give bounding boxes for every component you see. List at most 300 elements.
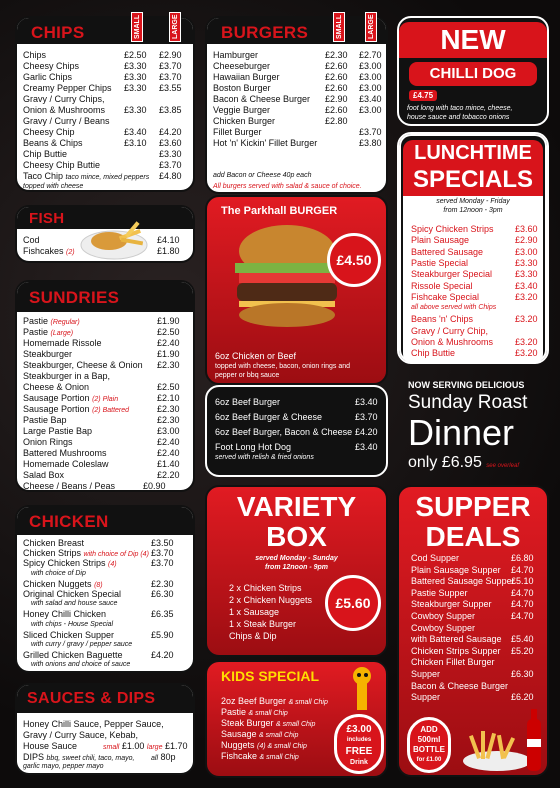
text: Steakburger Special	[411, 269, 493, 280]
text: £3.40	[515, 280, 538, 291]
dips-line: DIPS bbq, sweet chili, taco, mayo, all 80p	[23, 752, 176, 762]
text: Cheesy Chip	[23, 127, 75, 137]
chicken-row	[31, 640, 187, 650]
text: Veggie Burger	[213, 105, 271, 115]
text: & small Chip	[288, 699, 328, 706]
text: Cheeseburger	[213, 61, 271, 71]
chips-row	[23, 72, 187, 82]
text: Battered Sausage Supper	[411, 576, 515, 587]
chicken-row	[31, 660, 187, 670]
sundries-row	[23, 448, 187, 458]
burger-row	[213, 94, 380, 104]
text: Cowboy Supper	[411, 611, 476, 621]
text: £3.60	[159, 138, 182, 148]
text: £3.00	[515, 246, 538, 257]
text: £2.60	[325, 83, 348, 93]
text: £3.30	[515, 269, 538, 280]
text: £6.35	[151, 609, 174, 620]
text: Chicken Strips	[23, 548, 82, 559]
sunday-price: only £6.95 see overleaf	[408, 454, 519, 471]
parkhall-desc: 6oz Chicken or Beef	[215, 351, 297, 361]
burger-image	[227, 223, 347, 333]
text: £2.50	[157, 327, 180, 337]
text: Steakburger	[23, 349, 73, 359]
sundries-row	[23, 393, 187, 403]
text: £3.30	[159, 149, 182, 159]
text: £2.30	[157, 404, 180, 414]
lunchtime-panel	[397, 132, 549, 364]
kids-free: FREE	[345, 746, 373, 757]
text: £5.40	[511, 634, 534, 645]
supper-row	[411, 634, 539, 644]
text: £2.40	[157, 338, 180, 348]
drink-bottle: BOTTLE	[413, 745, 445, 754]
chicken-row	[31, 599, 187, 609]
text: 1 x Sausage	[229, 607, 280, 617]
text: with Battered Sausage	[411, 634, 502, 645]
burger-row	[213, 50, 380, 60]
sauces-title: SAUCES & DIPS	[27, 690, 156, 707]
drink-add: ADD	[420, 725, 438, 734]
burgers-small-tag: SMALL	[333, 12, 345, 42]
sundries-row	[23, 316, 187, 326]
text: & small Chip	[259, 732, 299, 739]
text: £3.70	[359, 127, 382, 137]
new-desc2: house sauce and tobacco onions	[407, 114, 510, 121]
text: Nuggets	[221, 740, 255, 750]
text: £6.80	[511, 553, 534, 563]
text: Sausage	[221, 729, 257, 739]
text: Onion Rings	[23, 437, 73, 447]
text: £4.70	[511, 611, 534, 621]
text: Spicy Chicken Strips	[23, 558, 106, 569]
lunch-row	[411, 281, 541, 291]
drink-offer-badge	[407, 717, 451, 773]
chips-row	[23, 83, 187, 93]
text: Onion & Mushrooms	[23, 105, 106, 115]
kids-row	[221, 751, 378, 761]
lunch-title-2: SPECIALS	[403, 166, 543, 196]
supper-row	[411, 599, 539, 609]
chips-row	[23, 160, 187, 170]
new-title: NEW	[399, 22, 547, 58]
taco-note2: topped with cheese	[23, 183, 84, 190]
kids-price: £3.00	[346, 724, 372, 735]
text: £2.70	[359, 50, 382, 60]
text: Cowboy Supper	[411, 622, 476, 633]
kids-title: KIDS SPECIAL	[221, 668, 320, 684]
lunch-row	[411, 247, 541, 257]
text: £3.20	[515, 314, 538, 325]
text: (Regular)	[50, 319, 80, 326]
text: (8)	[94, 581, 103, 589]
text: Hawaiian Burger	[213, 72, 280, 82]
supper-row	[411, 623, 539, 633]
text: Homemade Rissole	[23, 338, 102, 348]
chicken-title: CHICKEN	[29, 512, 109, 531]
text: Pastie	[23, 316, 49, 326]
chicken-row	[31, 620, 187, 630]
text: £3.70	[151, 558, 174, 569]
text: Plain Sausage	[411, 235, 470, 246]
burger-note2: All burgers served with salad & sauce of choice.	[213, 183, 362, 190]
lunch-served2: from 12noon - 3pm	[443, 207, 503, 214]
supper-row	[411, 657, 539, 667]
variety-title-1: VARIETY	[236, 491, 357, 522]
text: Steakburger, Cheese & Onion	[23, 360, 143, 370]
supper-row	[411, 681, 539, 691]
beef-row	[215, 412, 378, 422]
text: £0.90	[143, 481, 166, 491]
burgers-large-tag: LARGE	[365, 12, 377, 42]
burgers-title: BURGERS	[221, 23, 309, 42]
text: £2.80	[325, 116, 348, 126]
text: £1.90	[157, 316, 180, 326]
chicken-row	[23, 630, 187, 640]
supper-row	[411, 611, 539, 621]
sundries-row	[23, 327, 187, 337]
text: £4.20	[355, 427, 378, 437]
supper-row	[411, 692, 539, 702]
text: Pastie	[221, 707, 247, 717]
chips-row	[23, 116, 187, 126]
lunch-row	[411, 314, 541, 324]
text: Spicy Chicken Strips	[411, 224, 494, 234]
text: Honey Chilli Chicken	[23, 609, 107, 620]
text: Foot Long Hot Dog	[215, 442, 292, 452]
text: Chips & Dip	[229, 631, 277, 641]
chicken-row	[23, 650, 187, 660]
text: Bacon & Cheese Burger	[213, 94, 311, 104]
drink-price: for £1.00	[416, 757, 442, 763]
variety-price-badge: £5.60	[325, 575, 381, 631]
chips-large-tag: LARGE	[169, 12, 181, 42]
chips-row	[23, 94, 187, 104]
chips-row	[23, 171, 187, 181]
parkhall-price-badge: £4.50	[327, 233, 381, 287]
text: Fillet Burger	[213, 127, 262, 137]
text: (2) Battered	[92, 407, 130, 414]
variety-row	[229, 607, 378, 617]
fish-panel	[15, 205, 195, 263]
lunch-served: served Monday - Friday	[436, 198, 510, 205]
sundries-row	[23, 459, 187, 469]
parkhall-title: The Parkhall BURGER	[221, 205, 338, 217]
text: all above served with Chips	[411, 304, 497, 312]
text: Chicken Breast	[23, 538, 85, 548]
text: £6.30	[511, 669, 534, 679]
chips-row	[23, 50, 187, 60]
drink-size: 500ml	[417, 735, 441, 744]
lunch-row	[411, 348, 541, 358]
text: £3.40	[355, 442, 378, 452]
text: £3.00	[157, 426, 180, 436]
burger-row	[213, 105, 380, 115]
chips-row	[23, 105, 187, 115]
sundries-row	[23, 382, 187, 392]
chicken-row	[31, 569, 187, 579]
chips-row	[23, 138, 187, 148]
beef-panel	[205, 385, 388, 477]
text: £2.30	[157, 415, 180, 425]
text: Original Chicken Special	[23, 589, 122, 599]
kids-row	[221, 729, 378, 739]
sundries-row	[23, 481, 187, 491]
kids-panel	[205, 660, 388, 778]
text: £4.70	[511, 564, 534, 575]
text: Garlic Chips	[23, 72, 73, 82]
text: Battered Mushrooms	[23, 448, 107, 458]
text: 6oz Beef Burger & Cheese	[215, 412, 323, 422]
text: 2 x Chicken Nuggets	[229, 595, 313, 605]
sunday-roast-block	[400, 374, 550, 478]
sundries-row	[23, 349, 187, 359]
text: £2.40	[157, 437, 180, 447]
chicken-row	[23, 589, 187, 599]
sundries-title: SUNDRIES	[29, 288, 120, 307]
sauces-panel	[15, 683, 195, 775]
text: (Large)	[50, 330, 74, 337]
text: Sliced Chicken Supper	[23, 629, 115, 640]
text: 2oz Beef Burger	[221, 696, 287, 706]
beef-row	[215, 427, 378, 437]
lunch-row	[411, 337, 541, 347]
text: & small Chip	[259, 754, 299, 761]
chicken-row	[23, 558, 187, 568]
text: Gravy / Curry Chips,	[23, 94, 105, 104]
text: Chip Buttie	[23, 149, 68, 159]
text: Battered Sausage	[411, 246, 484, 257]
text: (4) & small Chip	[257, 743, 307, 750]
text: Fishcake Special	[411, 291, 480, 302]
sundries-row	[23, 415, 187, 425]
text: Sausage Portion	[23, 393, 90, 403]
chips-row	[23, 61, 187, 71]
sundries-row	[23, 404, 187, 414]
text: Grilled Chicken Baguette	[23, 650, 123, 661]
chips-row	[23, 149, 187, 159]
text: Cheese & Onion	[23, 382, 90, 392]
text: £3.70	[159, 61, 182, 71]
text: £3.00	[359, 83, 382, 93]
text: Cod Supper	[411, 553, 460, 563]
text: Cheesy Chip Buttie	[23, 160, 101, 170]
text: Supper	[411, 669, 441, 679]
sundries-row	[23, 371, 187, 381]
variety-row	[229, 631, 378, 641]
text: taco mince, mixed peppers	[65, 174, 150, 181]
text: £2.30	[325, 50, 348, 60]
text: £3.10	[124, 138, 147, 148]
text: Salad Box	[23, 470, 65, 480]
text: £2.50	[157, 382, 180, 392]
text: £2.60	[325, 72, 348, 82]
text: £3.70	[159, 160, 182, 170]
text: £3.30	[124, 61, 147, 71]
variety-row	[229, 595, 378, 605]
text: £5.90	[151, 629, 174, 640]
text: £3.20	[515, 337, 538, 347]
kids-row	[221, 696, 378, 706]
text: £2.30	[157, 360, 180, 370]
sunday-line2: Sunday Roast	[408, 392, 528, 413]
text: Beans & Chips	[23, 138, 83, 148]
text: £2.10	[157, 393, 180, 403]
text: Hot 'n' Kickin' Fillet Burger	[213, 138, 318, 148]
sunday-line3: Dinner	[408, 412, 515, 453]
text: Steakburger in a Bap,	[23, 371, 111, 381]
variety-row	[229, 583, 378, 593]
text: £6.30	[151, 589, 174, 599]
sundries-row	[23, 437, 187, 447]
text: £3.40	[124, 127, 147, 137]
new-price: £4.75	[409, 90, 437, 101]
text: £2.90	[515, 235, 538, 246]
text: £3.30	[124, 72, 147, 82]
text: £1.90	[157, 349, 180, 359]
text: Pastie Special	[411, 257, 469, 268]
text: Pastie	[23, 327, 49, 337]
text: Plain Sausage Supper	[411, 564, 501, 575]
chicken-row	[23, 609, 187, 619]
lunch-title-1: LUNCHTIME	[403, 140, 543, 166]
text: £4.20	[151, 650, 174, 661]
text: Cheese / Beans / Peas	[23, 481, 116, 491]
text: £4.20	[159, 127, 182, 137]
text: £2.60	[325, 105, 348, 115]
sauces-line1: Honey Chilli Sauce, Pepper Sauce,	[23, 719, 164, 729]
text: £4.70	[511, 599, 534, 610]
fish-title: FISH	[29, 210, 65, 227]
text: £1.40	[157, 459, 180, 469]
text: £3.70	[355, 412, 378, 422]
supper-row	[411, 553, 539, 563]
text: Chicken Burger	[213, 116, 276, 126]
supper-row	[411, 588, 539, 598]
chicken-row	[23, 538, 187, 548]
sundries-panel	[15, 280, 195, 492]
text: Fishcake	[221, 751, 258, 761]
text: (2) Plain	[92, 396, 119, 403]
text: Taco Chip	[23, 171, 64, 181]
variety-served2: from 12noon - 9pm	[264, 564, 328, 571]
parkhall-desc2: topped with cheese, bacon, onion rings and	[215, 363, 351, 370]
sundries-row	[23, 470, 187, 480]
kids-drink: Drink	[350, 759, 368, 766]
chips-small-tag: SMALL	[131, 12, 143, 42]
text: £2.40	[157, 448, 180, 458]
chicken-row	[23, 548, 187, 558]
parkhall-panel	[205, 195, 388, 385]
kids-includes: includes	[346, 737, 372, 743]
burger-row	[213, 138, 380, 148]
text: Sausage Portion	[23, 404, 90, 414]
text: £3.00	[359, 61, 382, 71]
text: Beans 'n' Chips	[411, 314, 473, 325]
text: £3.80	[359, 138, 382, 148]
variety-row	[229, 619, 378, 629]
text: £3.00	[359, 72, 382, 82]
lunch-row	[411, 269, 541, 279]
burger-row	[213, 83, 380, 93]
text: Supper	[411, 692, 441, 703]
lunch-row	[411, 326, 541, 336]
text: with choice of Dip (4)	[83, 551, 149, 559]
text: £5.10	[511, 576, 534, 587]
text: Onion & Mushrooms	[411, 337, 494, 347]
beef-row	[215, 442, 378, 452]
chicken-row	[23, 579, 187, 589]
fish-row-fishcakes: Fishcakes (2) £1.80	[23, 246, 180, 256]
beef-row	[215, 397, 378, 407]
hotdog-note: served with relish & fried onions	[215, 454, 314, 461]
lunch-row	[411, 292, 541, 302]
text: £2.90	[325, 94, 348, 104]
text: Hamburger	[213, 50, 259, 60]
text: with onions and choice of sauce	[31, 661, 131, 669]
text: Cheesy Chips	[23, 61, 80, 71]
text: Creamy Pepper Chips	[23, 83, 112, 93]
supper-row	[411, 576, 539, 586]
sauces-line3: House Sauce small £1.00 large £1.70	[23, 741, 188, 751]
text: with chips - House Special	[31, 620, 114, 628]
text: £3.70	[151, 548, 174, 559]
burger-row	[213, 72, 380, 82]
text: 6oz Beef Burger	[215, 397, 281, 407]
burger-row	[213, 61, 380, 71]
variety-served: served Monday - Sunday	[255, 555, 338, 562]
text: & small Chip	[276, 721, 316, 728]
text: 2 x Chicken Strips	[229, 583, 302, 593]
variety-title-2: BOX	[266, 521, 327, 552]
chips-row	[23, 127, 187, 137]
lunch-row	[411, 224, 541, 234]
text: £3.85	[159, 105, 182, 115]
text: Chip Buttie	[411, 348, 456, 359]
text: Gravy / Curry / Beans	[23, 116, 110, 126]
text: £3.30	[515, 257, 538, 268]
kids-row	[221, 740, 378, 750]
supper-row	[411, 669, 539, 679]
lunch-row	[411, 303, 541, 313]
text: Chicken Strips Supper	[411, 645, 501, 656]
lunch-row	[411, 235, 541, 245]
text: £5.20	[511, 645, 534, 656]
text: £3.20	[515, 348, 538, 359]
text: with salad and house sauce	[31, 600, 118, 608]
parkhall-desc3: pepper or bbq sauce	[215, 372, 280, 379]
text: with curry / gravy / pepper sauce	[31, 641, 133, 648]
kids-row	[221, 718, 378, 728]
text: Pastie Bap	[23, 415, 67, 425]
text: £3.00	[359, 105, 382, 115]
text: Large Pastie Bap	[23, 426, 93, 436]
text: £4.70	[511, 587, 534, 598]
text: £2.20	[157, 470, 180, 480]
chicken-panel	[15, 505, 195, 673]
lunch-row	[411, 258, 541, 268]
text: 1 x Steak Burger	[229, 619, 297, 629]
text: £6.20	[511, 692, 534, 703]
text: Steakburger Supper	[411, 599, 492, 610]
text: £4.80	[159, 171, 182, 181]
variety-panel	[205, 485, 388, 657]
fish-row-cod: Cod £4.10	[23, 235, 180, 245]
burger-note1: add Bacon or Cheese 40p each	[213, 172, 312, 179]
sunday-line1: NOW SERVING DELICIOUS	[408, 380, 525, 390]
text: £3.30	[124, 105, 147, 115]
text: £3.40	[355, 397, 378, 407]
